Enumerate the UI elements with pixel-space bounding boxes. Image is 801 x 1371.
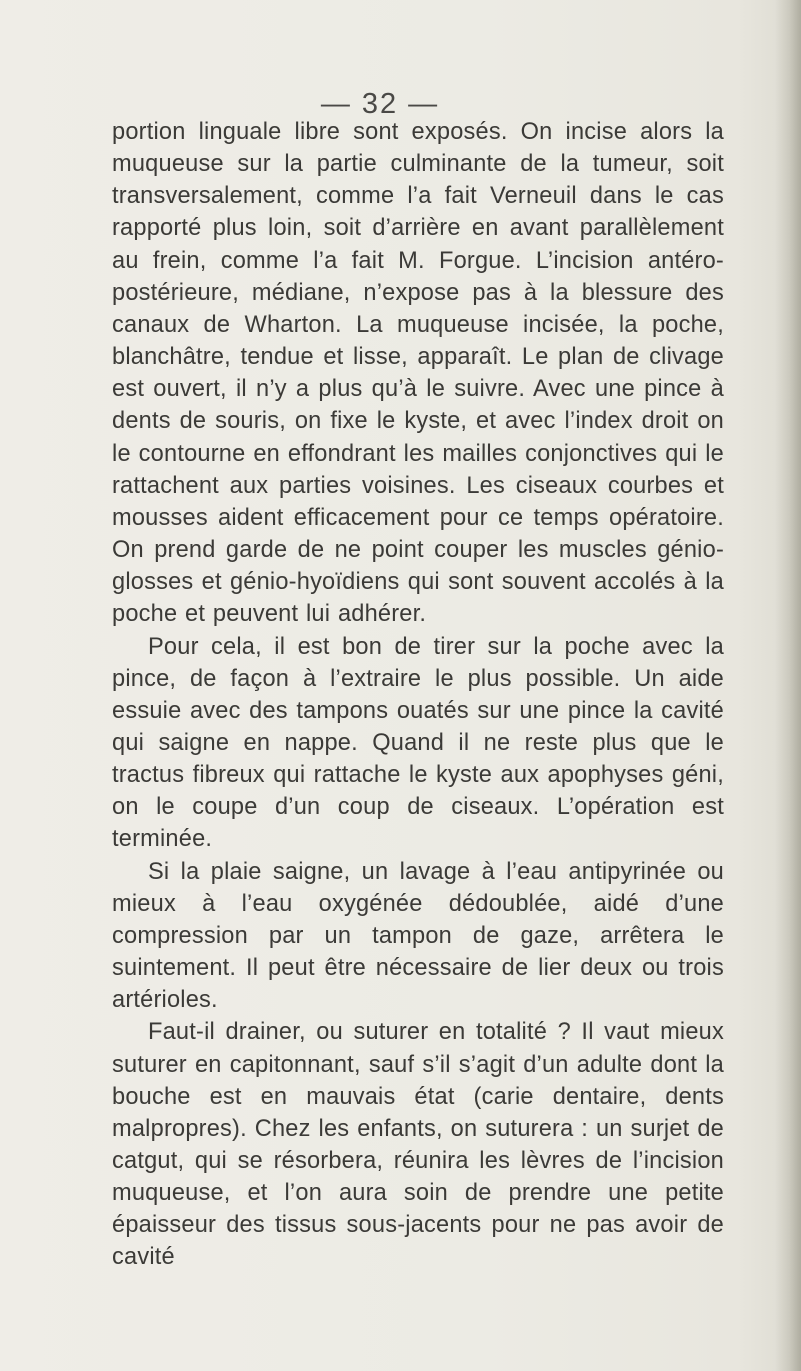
page-number: — 32 — [320,88,440,120]
paragraph: Si la plaie saigne, un lavage à l’eau antipyrinée ou mieux à l’eau oxygénée dédoublée, aidé d’une compression par un tampon de gaze, arrêtera le suintement. Il peut être nécessaire de lier deux ou trois artérioles. [112,858,724,1014]
paragraph: Faut-il drainer, ou suturer en totalité ? Il vaut mieux suturer en capitonnant, sauf s’il s’agit d’un adulte dont la bouche est en mauvais état (carie dentaire, dents malpropres). Chez les enfants, on suturera : un surjet de catgut, qui se résorbera, réunira les lèvres de l’incision muqueuse, et l’on aura soin de prendre une petite épaisseur des tissus sous-jacents pour ne pas avoir de cavité [112,1019,724,1271]
body-text [112,116,724,1274]
paragraph: portion linguale libre sont exposés. On incise alors la muqueuse sur la partie culminante de la tumeur, soit transversalement, comme l’a fait Verneuil dans le cas rapporté plus loin, soit d’arrière en avant parallèlement au frein, comme l’a fait M. Forgue. L’incision antéro-postérieure, médiane, n’expose pas à la blessure des canaux de Wharton. La muqueuse incisée, la poche, blanchâtre, tendue et lisse, apparaît. Le plan de clivage est ouvert, il n’y a plus qu’à le suivre. Avec une pince à dents de souris, on fixe le kyste, et avec l’index droit on le contourne en effondrant les mailles conjonctives qui le rattachent aux parties voisines. Les ciseaux courbes et mousses aident efficacement pour ce temps opératoire. On prend garde de ne point couper les muscles génio-glosses et génio-hyoïdiens qui sont souvent accolés à la poche et peuvent lui adhérer. [112,119,724,628]
page-edge-shadow [775,0,801,1371]
paragraph: Pour cela, il est bon de tirer sur la poche avec la pince, de façon à l’extraire le plus possible. Un aide essuie avec des tampons ouatés sur une pince la cavité qui saigne en nappe. Quand il ne reste plus que le tractus fibreux qui rattache le kyste aux apophyses géni, on le coupe d’un coup de ciseaux. L’opération est terminée. [112,633,724,853]
